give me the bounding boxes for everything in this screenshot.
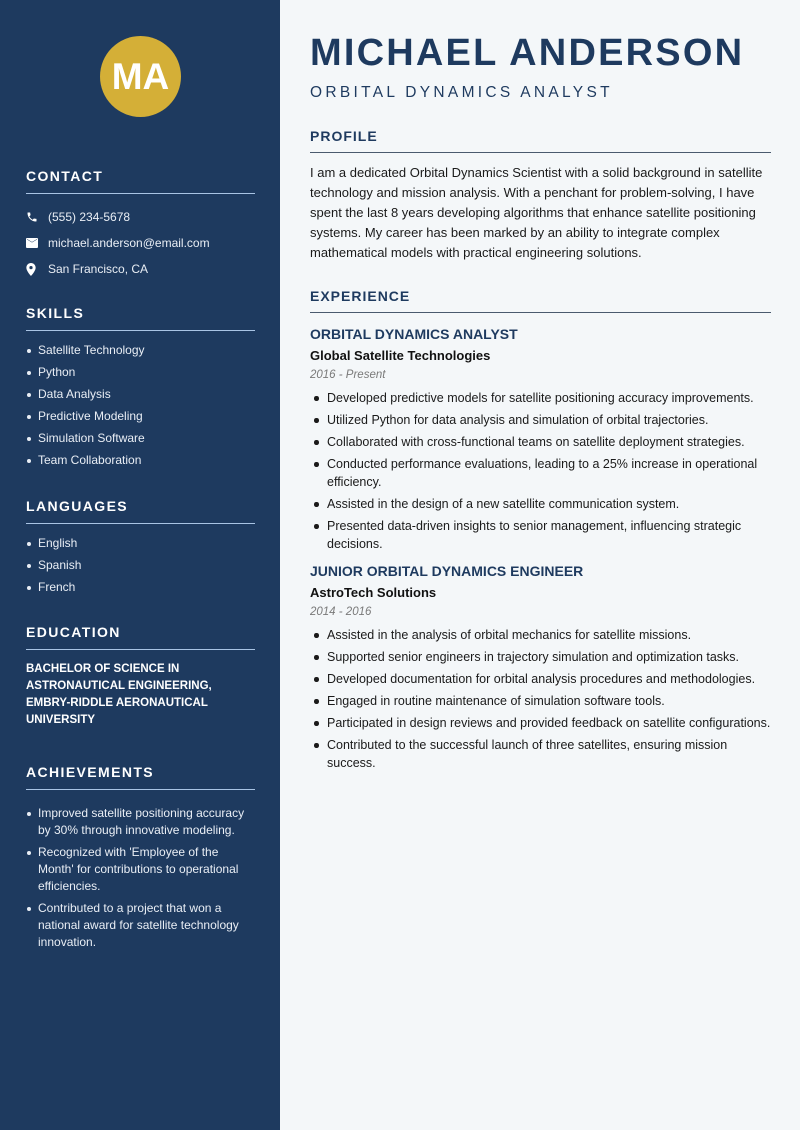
skills-list (26, 342, 255, 469)
job-entry (310, 563, 771, 772)
section-title-languages: LANGUAGES (26, 498, 255, 524)
achievement-item: Contributed to a project that won a national award for satellite technology innovation. (26, 900, 255, 951)
contact-email-text: michael.anderson@email.com (48, 236, 210, 250)
job-title: ORBITAL DYNAMICS ANALYST (310, 326, 518, 342)
job-company: AstroTech Solutions (310, 585, 437, 600)
language-item: English (26, 535, 255, 552)
contact-section (26, 168, 255, 282)
profile-section (310, 128, 771, 263)
phone-icon (26, 211, 48, 223)
achievements-section (26, 764, 255, 956)
experience-section (310, 288, 771, 776)
job-bullet: Developed documentation for orbital analysis procedures and methodologies. (310, 670, 771, 688)
section-title-skills: SKILLS (26, 305, 255, 331)
job-bullet: Developed predictive models for satellite positioning accuracy improvements. (310, 389, 771, 407)
job-entry (310, 326, 771, 553)
skill-item: Simulation Software (26, 430, 255, 447)
profile-summary: I am a dedicated Orbital Dynamics Scientist with a solid background in satellite technology and mission analysis. With a penchant for problem-solving, I have spent the last 8 years developing algorithms that enhance satellite positioning systems. My career has been marked by an ability to integrate complex mathematical models with practical engineering solutions. (310, 165, 763, 260)
job-title: JUNIOR ORBITAL DYNAMICS ENGINEER (310, 563, 584, 579)
sidebar (0, 0, 280, 1130)
achievement-item: Improved satellite positioning accuracy by 30% through innovative modeling. (26, 805, 255, 839)
job-dates: 2016 - Present (310, 369, 386, 381)
contact-location (26, 256, 255, 282)
job-dates: 2014 - 2016 (310, 606, 372, 618)
contact-location-text: San Francisco, CA (48, 262, 149, 276)
job-bullet: Contributed to the successful launch of three satellites, ensuring mission success. (310, 736, 771, 772)
job-bullet: Engaged in routine maintenance of simulation software tools. (310, 692, 771, 710)
skill-item: Data Analysis (26, 386, 255, 403)
avatar-initials: MA (111, 55, 170, 97)
job-bullet: Collaborated with cross-functional teams on satellite deployment strategies. (310, 433, 771, 451)
skill-item: Python (26, 364, 255, 381)
job-bullet: Presented data-driven insights to senior management, influencing strategic decisions. (310, 517, 771, 553)
email-icon (26, 238, 48, 248)
job-company: Global Satellite Technologies (310, 348, 491, 363)
education-degree: BACHELOR OF SCIENCE IN ASTRONAUTICAL ENGINEERING, EMBRY-RIDDLE AERONAUTICAL UNIVERSITY (26, 663, 212, 726)
achievement-item: Recognized with 'Employee of the Month' for contributions to operational efficiencies. (26, 844, 255, 895)
skill-item: Predictive Modeling (26, 408, 255, 425)
section-title-experience: EXPERIENCE (310, 288, 771, 313)
skill-item: Satellite Technology (26, 342, 255, 359)
job-bullet: Utilized Python for data analysis and simulation of orbital trajectories. (310, 411, 771, 429)
candidate-name: MICHAEL ANDERSON (310, 32, 745, 74)
language-item: French (26, 579, 255, 596)
job-bullets (310, 626, 771, 772)
job-bullet: Participated in design reviews and provided feedback on satellite configurations. (310, 714, 771, 732)
section-title-achievements: ACHIEVEMENTS (26, 764, 255, 790)
education-section (26, 624, 255, 729)
location-pin-icon (26, 263, 48, 276)
achievements-list (26, 805, 255, 951)
job-bullet: Assisted in the design of a new satellite communication system. (310, 495, 771, 513)
avatar (100, 36, 181, 117)
contact-email (26, 230, 255, 256)
contact-phone (26, 204, 255, 230)
section-title-profile: PROFILE (310, 128, 771, 153)
job-bullets (310, 389, 771, 553)
job-bullet: Supported senior engineers in trajectory simulation and optimization tasks. (310, 648, 771, 666)
job-bullet: Assisted in the analysis of orbital mechanics for satellite missions. (310, 626, 771, 644)
candidate-role: ORBITAL DYNAMICS ANALYST (310, 84, 613, 101)
language-item: Spanish (26, 557, 255, 574)
job-bullet: Conducted performance evaluations, leading to a 25% increase in operational efficiency. (310, 455, 771, 491)
languages-list (26, 535, 255, 596)
contact-phone-text: (555) 234-5678 (48, 210, 131, 224)
section-title-contact: CONTACT (26, 168, 255, 194)
languages-section (26, 498, 255, 601)
section-title-education: EDUCATION (26, 624, 255, 650)
skill-item: Team Collaboration (26, 452, 255, 469)
skills-section (26, 305, 255, 474)
